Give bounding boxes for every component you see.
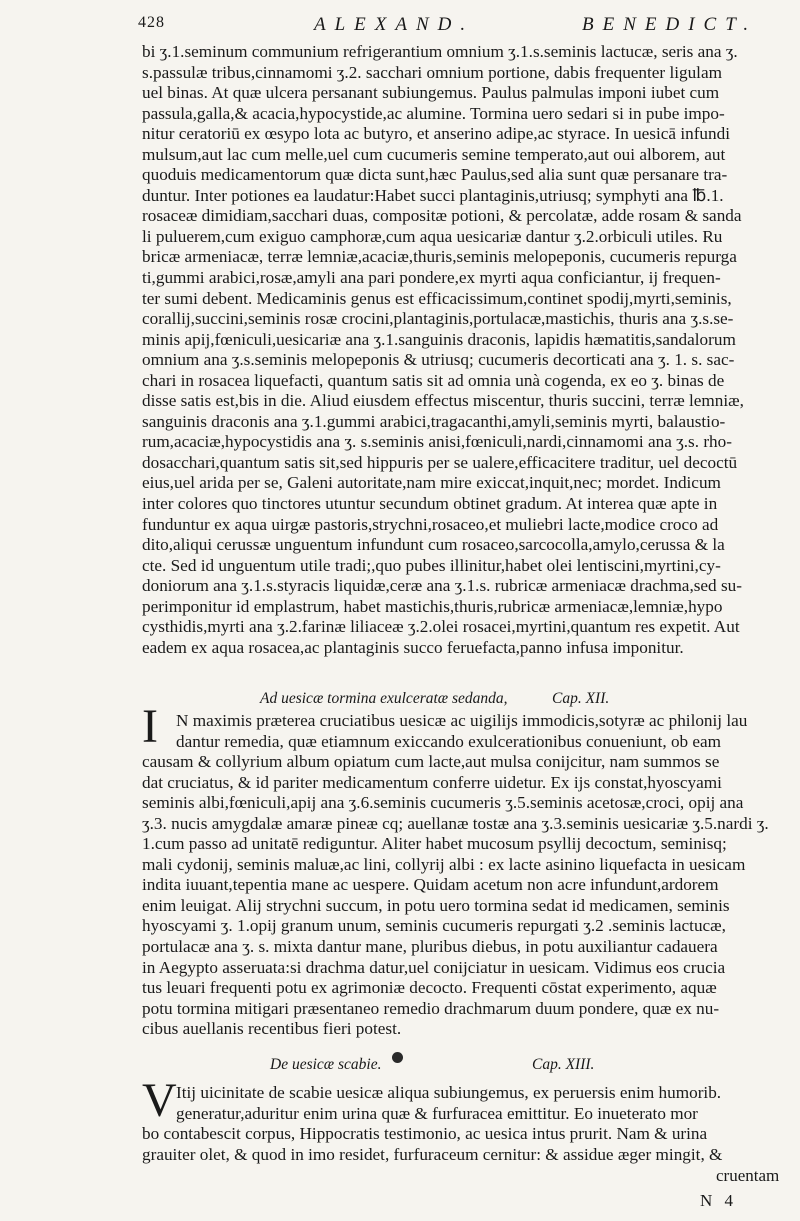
- text-line: N maximis præterea cruciatibus uesicæ ac uigilijs immodicis,sotyræ ac philonij lau: [176, 711, 748, 730]
- chapter-12-dropcap: I: [142, 700, 158, 753]
- catchword: cruentam: [716, 1166, 780, 1185]
- text-line: uel binas. At quæ ulcera persanant subiungemus. Paulus palmulas imponi iubet cum: [142, 83, 720, 103]
- text-line: perimponitur id emplastrum, habet mastichis,thuris,rubricæ armeniacæ,lemniæ,hypo: [142, 596, 723, 616]
- signature-mark: N 4: [700, 1191, 738, 1210]
- text-line: mali cydonij, seminis maluæ,ac lini, collyrij albi : ex lacte asinino liquefacta in uesicam: [142, 854, 746, 874]
- text-line: ti,gummi arabici,rosæ,amyli ana pari pondere,ex myrti aqua conficiantur, ij frequen-: [142, 268, 721, 288]
- chapter-13-heading: [142, 1056, 790, 1078]
- text-line: seminis albi,fœniculi,apij ana ʒ.6.seminis cucumeris ʒ.5.seminis acetosæ,croci, opij ana: [142, 793, 744, 813]
- text-line: rosaceæ dimidiam,sacchari duas, compositæ potioni, & percolatæ, adde rosam & sanda: [142, 206, 742, 226]
- text-line: doniorum ana ʒ.1.s.styracis liquidæ,ceræ ana ʒ.1.s. rubricæ armeniacæ drachma,sed su-: [142, 576, 742, 596]
- chapter-13-number: Cap. XIII.: [532, 1056, 595, 1073]
- text-line: ter sumi debent. Medicaminis genus est efficacissimum,continet spodij,myrti,seminis,: [142, 288, 732, 308]
- text-line: li puluerem,cum exiguo camphoræ,cum aqua uesicariæ dantur ʒ.2.orbiculi utiles. Ru: [142, 226, 723, 246]
- text-line: dito,aliqui cerussæ unguentum infundunt cum rosaceo,sarcocolla,amylo,cerussa & la: [142, 535, 725, 555]
- text-line: causam & collyrium album opiatum cum lacte,aut mulsa conijcitur, nam summos se: [142, 752, 720, 772]
- chapter-12-heading: [142, 690, 790, 712]
- text-line: potu tormina mitigari præsentaneo remedio drachmarum duum pondere, quæ ex nu-: [142, 998, 720, 1018]
- ornament-mark: [392, 1052, 403, 1063]
- text-line: hyoscyami ʒ. 1.opij granum unum, seminis cucumeris repurgati ʒ.2 .seminis lactucæ,: [142, 916, 726, 936]
- text-line: in Aegypto asseruata:si drachma datur,uel conijciatur in uesicam. Vidimus eos crucia: [142, 957, 726, 977]
- text-line: inter colores quo tinctores utuntur secundum obtinet gradum. At interea quæ apte in: [142, 494, 718, 514]
- text-line: nitur ceratoriū ex œsypo lota ac butyro, et anserino adipe,ac styrace. In uesicā infundi: [142, 124, 730, 144]
- chapter-12-number: Cap. XII.: [552, 690, 610, 707]
- text-line: cte. Sed id unguentum utile tradi;,quo pubes illinitur,habet olei lentiscini,myrtini,cy-: [142, 555, 721, 575]
- text-line: omnium ana ʒ.s.seminis melopeponis & utriusq; cucumeris decorticati ana ʒ. 1. s. sac-: [142, 350, 735, 370]
- text-line: indita iuuant,tepentia mane ac uespere. Quidam acetum non acre infundunt,ardorem: [142, 875, 719, 895]
- main-text-block: [142, 42, 790, 658]
- text-line: bi ʒ.1.seminum communium refrigerantium omnium ʒ.1.s.seminis lactucæ, seris ana ʒ.: [142, 42, 738, 61]
- chapter-12-title: Ad uesicæ tormina exulceratæ sedanda,: [260, 690, 508, 707]
- text-line: enim leuigat. Alij strychni succum, in potu uero tormina sedat id medicamen, seminis: [142, 895, 730, 915]
- text-line: bricæ armeniacæ, terræ lemniæ,acaciæ,thuris,seminis melopeponis, cucumeris repurga: [142, 247, 737, 267]
- text-line: chari in rosacea liquefacti, quantum satis sit ad omnia unà cogenda, ex eo ʒ. binas de: [142, 370, 725, 390]
- text-line: disse satis est,bis in die. Aliud eiusdem effectus miscentur, thuris succini, terræ lemniæ,: [142, 391, 744, 411]
- text-line: sanguinis draconis ana ʒ.1.gummi arabici,tragacanthi,amyli,seminis myrti, balaustio-: [142, 411, 726, 431]
- text-line: mulsum,aut lac cum melle,uel cum cucumeris semine temperato,aut oui alborem, aut: [142, 144, 726, 164]
- text-line: portulacæ ana ʒ. s. mixta dantur mane, pluribus diebus, in potu auxiliantur cadauera: [142, 937, 718, 957]
- page-number: 428: [138, 14, 165, 31]
- chapter-13-dropcap: V: [142, 1074, 177, 1127]
- text-line: Itij uicinitate de scabie uesicæ aliqua subiungemus, ex peruersis enim humorib.: [176, 1083, 722, 1102]
- text-line: generatur,aduritur enim urina quæ & furfuracea emittitur. Eo inueterato mor: [176, 1103, 698, 1123]
- text-line: tus leuari frequenti potu ex agrimoniæ decocto. Frequenti cōstat experimento, aquæ: [142, 978, 717, 998]
- text-line: duntur. Inter potiones ea laudatur:Habet succi plantaginis,utriusq; symphyti ana ℔.1.: [142, 185, 724, 205]
- text-line: s.passulæ tribus,cinnamomi ʒ.2. sacchari omnium portione, dabis frequenter ligulam: [142, 62, 722, 82]
- chapter-13-body: [142, 1082, 790, 1164]
- text-line: minis apij,fœniculi,uesicariæ ana ʒ.1.sanguinis draconis, lapidis hæmatitis,sandalorum: [142, 329, 736, 349]
- running-title-author: ALEXAND.: [314, 14, 475, 35]
- text-line: dat cruciatus, & id pariter medicamentum conferre uidetur. Ex ijs constat,hyoscyami: [142, 772, 722, 792]
- text-line: rum,acaciæ,hypocystidis ana ʒ. s.seminis anisi,fœniculi,nardi,cinnamomi ana ʒ.s. rho-: [142, 432, 732, 452]
- text-line: 1.cum passo ad unitatē rediguntur. Aliter habet mucosum psyllij decoctum, seminisq;: [142, 834, 727, 854]
- text-line: cysthidis,myrti ana ʒ.2.farinæ liliaceæ ʒ.2.olei rosacei,myrtini,quantum res expetit. Aut: [142, 617, 740, 637]
- text-line: passula,galla,& acacia,hypocystide,ac alumine. Tormina uero sedari si in pube impo-: [142, 103, 725, 123]
- chapter-13-title: De uesicæ scabie.: [270, 1056, 382, 1073]
- text-line: grauiter olet, & quod in imo residet, furfuraceum cernitur: & assidue æger mingit, &: [142, 1144, 723, 1164]
- text-line: dantur remedia, quæ etiamnum exiccando exulcerationibus conueniunt, ob eam: [176, 731, 722, 751]
- text-line: cibus auellanis recentibus fieri potest.: [142, 1019, 402, 1039]
- text-line: bo contabescit corpus, Hippocratis testimonio, ac uesica intus prurit. Nam & urina: [142, 1124, 708, 1144]
- text-line: funduntur ex aqua uirgæ pastoris,strychni,rosaceo,et muliebri lacte,modice croco ad: [142, 514, 719, 534]
- text-line: quoduis medicamentorum quæ dicta sunt,hæc Paulus,sed alia sunt quæ persanare tra-: [142, 165, 728, 185]
- text-line: eadem ex aqua rosacea,ac plantaginis succo feruefacta,panno infusa imponitur.: [142, 637, 684, 657]
- text-line: dosacchari,quantum satis sit,sed hippuris per se ualere,efficacitere traditur, uel decoctū: [142, 452, 738, 472]
- text-line: corallij,succini,seminis rosæ crocini,plantaginis,portulacæ,mastichis, thuris ana ʒ.s.se-: [142, 309, 734, 329]
- text-line: ʒ.3. nucis amygdalæ amaræ pineæ cq; auellanæ tostæ ana ʒ.3.seminis uesicariæ ʒ.5.nardi ʒ.: [142, 813, 769, 833]
- running-head: [138, 14, 770, 40]
- chapter-12-body: [142, 710, 790, 1039]
- running-title-name: BENEDICT.: [582, 14, 758, 35]
- text-line: eius,uel arida per se, Galeni autoritate,nam mire exiccat,inquit,nec; mordet. Indicum: [142, 473, 721, 493]
